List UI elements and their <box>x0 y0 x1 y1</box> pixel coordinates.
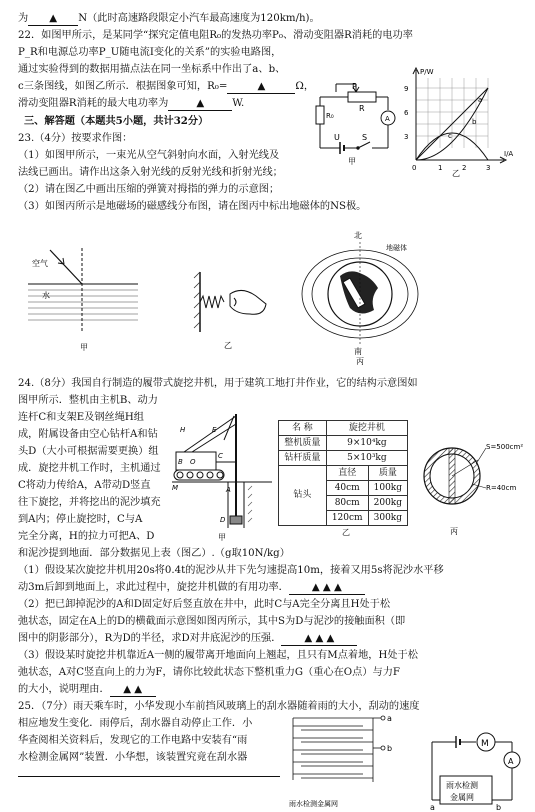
table-row: 120cm 300kg <box>279 511 408 526</box>
table-row: 钻头 直径 质量 <box>279 466 408 481</box>
q24-part3c: 的大小，说明理由． ▲ ▲ <box>18 681 156 698</box>
q24-part1a: （1）假设某次旋挖井机用20s将0.4t的泥沙从井下先匀速提高10m，接着又用5s将泥沙水平移 <box>18 565 444 576</box>
xtick-0: 0 <box>412 164 417 172</box>
label-e: E <box>212 426 217 434</box>
terminal-a-label: a <box>387 714 392 723</box>
q23-light-ray-figure <box>28 238 138 352</box>
ytick-9: 9 <box>404 85 409 93</box>
caption-bing-24: 丙 <box>450 527 458 536</box>
q24-part2b: 弛状态，固定在A上的D的横截面示意图如图丙所示，其中S为D与泥沙的接触面积（即 <box>18 616 406 627</box>
drill-bit-d <box>230 516 242 524</box>
resistor-r0 <box>316 106 324 124</box>
q24-line4: 成，附属设备由空心钻杆A和钻 <box>18 429 158 440</box>
label-m: M <box>172 484 179 492</box>
label-b: B <box>178 458 183 466</box>
table-row: 名 称 旋挖井机 <box>279 421 408 436</box>
q24-line5: 头D（大小可根据需要更换）组 <box>18 446 159 457</box>
series-a-label: a <box>478 96 483 104</box>
q24-line11: 和泥沙提到地面．部分数据见上表（图乙）.（g取10N/kg） <box>18 548 290 559</box>
footer-rule <box>18 776 280 777</box>
compressed-spring <box>200 296 224 308</box>
q24-part2c: 图中的阴影部分），R为D的半径，求D对井底泥沙的压强． ▲ ▲ ▲ <box>18 630 357 647</box>
q23-part2: （2）请在图乙中画出压缩的弹簧对拇指的弹力的示意图； <box>18 184 280 195</box>
caption-metal-net: 雨水检测金属网 <box>289 800 338 808</box>
ytick-3: 3 <box>404 133 409 141</box>
motor-label: M <box>481 739 489 749</box>
label-r0: R₀ <box>326 112 334 120</box>
q24-line2: 图甲所示．整机由主机B、动力 <box>18 395 158 406</box>
q23-spring-figure <box>190 268 270 350</box>
label-c: C <box>218 452 223 460</box>
label-south: 南 <box>354 347 362 356</box>
label-u: U <box>334 133 340 142</box>
q25-line2: 相应地发生变化．雨停后，刮水器自动停止工作．小 <box>18 718 253 729</box>
caption-jia: 甲 <box>348 157 356 166</box>
q25-circuit-figure <box>420 726 532 810</box>
ytick-6: 6 <box>404 109 409 117</box>
series-b-label: b <box>472 118 477 126</box>
answer-blank[interactable]: ▲ <box>28 12 78 26</box>
label-water: 水 <box>42 291 50 300</box>
answer-blank-reason[interactable]: ▲ ▲ <box>110 683 156 697</box>
answer-blank-power[interactable]: ▲ ▲ ▲ <box>289 581 365 595</box>
answer-blank-pmax[interactable]: ▲ <box>168 97 232 111</box>
q25-line1: 25．（7分）雨天乘车时，小华发现小车前挡风玻璃上的刮水器随着雨的大小，刮动的速度 <box>18 701 420 712</box>
label-radius: R=40cm <box>486 484 517 492</box>
xtick-3: 3 <box>486 164 491 172</box>
table-row: 整机质量 9×10⁴kg <box>279 436 408 451</box>
answer-blank-r0[interactable]: ▲ <box>227 80 295 94</box>
q25-metal-net-figure <box>285 712 395 812</box>
q25-line3: 华查阅相关资料后，发现它的工作电路中安装有“雨 <box>18 735 248 746</box>
label-p: P <box>352 82 357 91</box>
q23-earth-field-figure <box>300 228 424 366</box>
circuit-b-label: b <box>496 803 502 812</box>
q24-part3a: （3）假设某时旋挖井机靠近A一侧的履带离开地面向上翘起，且只有M点着地，H处于松 <box>18 650 418 661</box>
graph-grid <box>416 78 488 148</box>
caption-yi-24: 乙 <box>342 528 350 537</box>
q22-circuit-diagram <box>312 78 404 164</box>
label-north: 北 <box>354 231 362 240</box>
caption-yi-23: 乙 <box>224 341 232 350</box>
thumb-icon <box>230 290 266 314</box>
caption-yi: 乙 <box>452 169 460 178</box>
caption-jia-23: 甲 <box>80 343 88 352</box>
incident-ray <box>50 250 82 284</box>
xtick-2: 2 <box>462 164 467 172</box>
q21-tail: 为 ▲ N（此时高速路段限定小汽车最高速度为120km/h)。 <box>18 13 320 24</box>
label-s: S <box>362 133 368 142</box>
q22-line1: 22．如图甲所示，是某同学“探究定值电阻R₀的发热功率P₀、滑动变阻器R消耗的电功率 <box>18 30 413 41</box>
caption-bing-23: 丙 <box>356 357 364 366</box>
rheostat-r <box>348 92 376 102</box>
section-title: 三、解答题（本题共5小题，共计32分） <box>24 115 209 127</box>
label-r: R <box>359 104 365 113</box>
series-c-label: c <box>448 132 452 140</box>
q24-spec-table <box>278 420 408 526</box>
support-e <box>184 416 236 452</box>
q23-part1b: 法线已画出。请作出这条入射光线的反射光线和折射光线； <box>18 167 283 178</box>
box-label-2: 金属网 <box>450 793 474 802</box>
wire-h <box>224 416 234 440</box>
q24-part3b: 弛状态，A对C竖直向上的力为F，请你比较此状态下整机重力G（重心在O点）与力F <box>18 667 400 678</box>
q24-line10: 完全分离，H的拉力可把A、D <box>18 531 155 542</box>
q23-title: 23.（4分）按要求作图： <box>18 133 133 144</box>
q23-part1a: （1）如图甲所示，一束光从空气斜射向水面，入射光线及 <box>18 150 280 161</box>
q24-part2a: （2）把已卸掉泥沙的A和D固定好后竖直放在井中，此时C与A完全分离且H处于松 <box>18 599 391 610</box>
graph-ylabel: P/W <box>420 68 434 76</box>
terminal-b-label: b <box>387 744 393 753</box>
q24-line6: 成．旋挖井机工作时，主机通过 <box>18 463 161 474</box>
q22-line4: c三条图线，如图乙所示．根据图象可知，R₀= ▲ Ω， <box>18 81 315 92</box>
label-d: D <box>220 516 226 524</box>
label-area: S=500cm² <box>486 443 524 451</box>
q24-line3: 连杆C和支架E及钢丝绳H组 <box>18 412 144 423</box>
net-comb-a <box>293 718 373 780</box>
label-air: 空气 <box>32 259 48 268</box>
label-a: A <box>385 115 390 123</box>
label-geomagnet: 地磁体 <box>386 244 407 252</box>
q22-power-graph <box>400 66 528 176</box>
table-row: 钻杆质量 5×10³kg <box>279 451 408 466</box>
q24-line1: 24.（8分）我国自行制造的履带式旋挖井机，用于建筑工地打井作业，它的结构示意图如 <box>18 378 418 389</box>
answer-blank-pressure[interactable]: ▲ ▲ ▲ <box>281 632 357 646</box>
q22-line2: P_R和电源总功率P_U随电流I变化的关系”的实验电路图， <box>18 47 282 58</box>
box-label-1: 雨水检测 <box>446 781 478 790</box>
q24-part1b: 动3m后卸到地面上，求此过程中，旋挖井机做的有用功率． ▲ ▲ ▲ <box>18 579 365 596</box>
xtick-1: 1 <box>438 164 443 172</box>
ammeter-label: A <box>508 757 514 766</box>
q22-line5: 滑动变阻器R消耗的最大电功率为 ▲ W. <box>18 98 245 109</box>
q24-bit-section-figure <box>420 436 530 536</box>
label-h: H <box>180 426 186 434</box>
graph-xlabel: I/A <box>504 150 514 158</box>
table-row: 40cm 100kg <box>279 481 408 496</box>
q22-line3: 通过实验得到的数据用描点法在同一坐标系中作出了a、b、 <box>18 64 286 75</box>
table-row: 80cm 200kg <box>279 496 408 511</box>
q24-rig-figure <box>172 410 272 542</box>
q23-part3: （3）如图丙所示是地磁场的磁感线分布图，请在图丙中标出地磁体的NS极。 <box>18 201 367 212</box>
caption-jia-24: 甲 <box>218 533 226 542</box>
q24-line7: C将动力传给A，A带动D竖直 <box>18 480 151 491</box>
q24-line8: 往下旋挖，并将挖出的泥沙填充 <box>18 497 161 508</box>
q24-line9: 到A内；停止旋挖时，C与A <box>18 514 143 525</box>
label-o: O <box>190 458 196 466</box>
circuit-a-label: a <box>430 803 435 812</box>
q25-line4: 水检测金属网”装置．小华想，该装置究竟在刮水器 <box>18 752 248 763</box>
label-a-rod: A <box>226 486 231 494</box>
